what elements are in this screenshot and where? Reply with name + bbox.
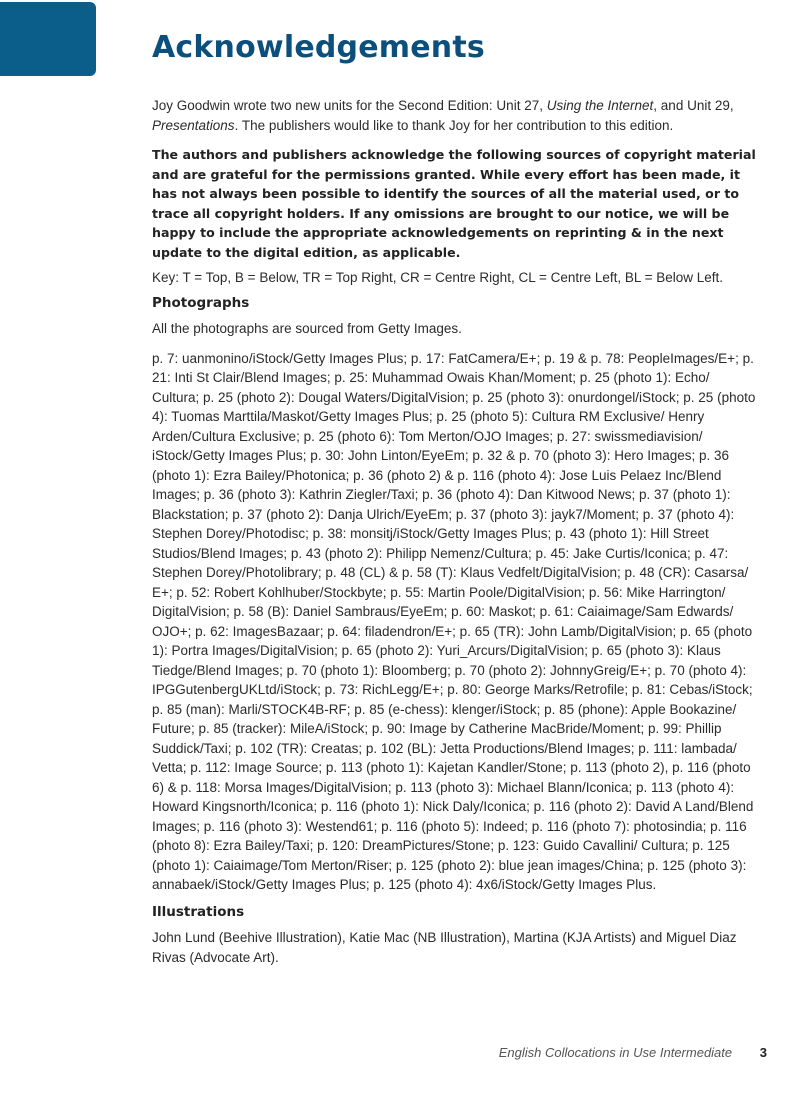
photo-credits: p. 7: uanmonino/iStock/Getty Images Plus; p. 17: FatCamera/E+; p. 19 & p. 78: PeopleImages/E+; p. 21: Inti St Clair/Blend Images; p. 25: Muhammad Owais Khan/Moment; p. 25 (photo 1): Echo/ Cultura; p. 25 (photo 2): Dougal Waters/DigitalVision; p. 25 (photo 3): onurdongel/iStock; p. 25 (photo 4): Tuomas Marttila/Maskot/Getty Images Plus; p. 25 (photo 5): Cultura RM Exclusive/ Henry Arden/Cultura Exclusive; p. 25 (photo 6): Tom Merton/OJO Images; p. 27: swissmediavision/ iStock/Getty Images Plus; p. 30: John Linton/EyeEm; p. 32 & p. 70 (photo 3): Hero Images; p. 36 (photo 1): Ezra Bailey/Photonica; p. 36 (photo 2) & p. 116 (photo 4): Jose Luis Pelaez Inc/Blend Images; p. 36 (photo 3): Kathrin Ziegler/Taxi; p. 36 (photo 4): Dan Kitwood News; p. 37 (photo 1): Blackstation; p. 37 (photo 2): Danja Ulrich/EyeEm; p. 37 (photo 3): jayk7/Moment; p. 37 (photo 4): Stephen Dorey/Photodisc; p. 38: monsitj/iStock/Getty Images Plus; p. 43 (photo 1): Hill Street Studios/Blend Images; p. 43 (photo 2): Philipp Nemenz/Cultura; p. 45: Jake Curtis/Iconica; p. 47: Stephen Dorey/Photolibrary; p. 48 (CL) & p. 58 (T): Klaus Vedfelt/DigitalVision; p. 48 (CR): Casarsa/ E+; p. 52: Robert Kohlhuber/Stockbyte; p. 55: Martin Poole/DigitalVision; p. 56: Mike Harrington/ DigitalVision; p. 58 (B): Daniel Sambraus/EyeEm; p. 60: Maskot; p. 61: Caiaimage/Sam Edwards/ OJO+; p. 62: ImagesBazaar; p. 64: filadendron/E+; p. 65 (TR): John Lamb/DigitalVision; p. 65 (photo 1): Portra Images/DigitalVision; p. 65 (photo 2): Yuri_Arcurs/DigitalVision; p. 65 (photo 3): Klaus Tiedge/Blend Images; p. 70 (photo 1): Bloomberg; p. 70 (photo 2): JohnnyGreig/E+; p. 70 (photo 4): IPGGutenbergUKLtd/iStock; p. 73: RichLegg/E+; p. 80: George Marks/Retrofile; p. 81: Cebas/iStock; p. 85 (man): Marli/STOCK4B-RF; p. 85 (e-chess): klenger/iStock; p. 85 (phone): Apple Bookazine/ Future; p. 85 (tracker): MileA/iStock; p. 90: Image by Catherine MacBride/Moment; p. 99: Phillip Suddick/Taxi; p. 102 (TR): Creatas; p. 102 (BL): Jetta Productions/Blend Images; p. 111: lambada/ Vetta; p. 112: Image Source; p. 113 (photo 1): Kajetan Kandler/Stone; p. 113 (photo 2), p. 116 (photo 6) & p. 118: Morsa Images/DigitalVision; p. 113 (photo 3): Michael Blann/Iconica; p. 113 (photo 4): Howard Kingsnorth/Iconica; p. 116 (photo 1): Nick Daly/Iconica; p. 116 (photo 2): David A Land/Blend Images; p. 116 (photo 3): Westend61; p. 116 (photo 5): Indeed; p. 116 (photo 7): photosindia; p. 116 (photo 8): Ezra Bailey/Taxi; p. 120: DreamPictures/Stone; p. 123: Guido Cavallini/ Cultura; p. 125 (photo 1): Caiaimage/Tom Merton/Riser; p. 125 (photo 2): blue jean images/China; p. 125 (photo 3): annabaek/iStock/Getty Images Plus; p. 125 (photo 4): 4x6/iStock/Getty Images Plus. (152, 350, 756, 892)
unit27-title: Using the Internet (546, 98, 654, 113)
intro-paragraph (152, 96, 760, 135)
intro-text-3: . The publishers would like to thank Joy for her contribution to this edition. (234, 117, 674, 133)
page-number: 3 (759, 1045, 767, 1060)
intro-text-2: , and Unit 29, (653, 98, 734, 113)
photographs-heading: Photographs (152, 294, 250, 311)
intro-text-1: Joy Goodwin wrote two new units for the Second Edition: Unit 27, (152, 98, 547, 113)
page-footer (499, 1045, 767, 1060)
unit29-title: Presentations (152, 117, 235, 133)
illustrations-heading: Illustrations (152, 903, 245, 920)
corner-tab-decoration (0, 2, 96, 76)
page-title: Acknowledgements (152, 30, 485, 65)
illustration-credits: John Lund (Beehive Illustration), Katie Mac (NB Illustration), Martina (KJA Artists) and Miguel Diaz Rivas (Advocate Art). (152, 930, 737, 965)
position-key: Key: T = Top, B = Below, TR = Top Right, CR = Centre Right, CL = Centre Left, BL = Below Left. (152, 270, 724, 285)
page-content (152, 96, 760, 977)
footer-book-title: English Collocations in Use Intermediate (498, 1045, 733, 1060)
copyright-notice: The authors and publishers acknowledge the following sources of copyright material and are grateful for the permissions granted. While every effort has been made, it has not always been possible to identify the sources of all the material used, or to trace all copyright holders. If any omissions are brought to our notice, we will be happy to include the appropriate acknowledgements on reprinting & in the next update to the digital edition, as applicable. (152, 147, 756, 260)
photographs-source: All the photographs are sourced from Getty Images. (152, 321, 462, 336)
